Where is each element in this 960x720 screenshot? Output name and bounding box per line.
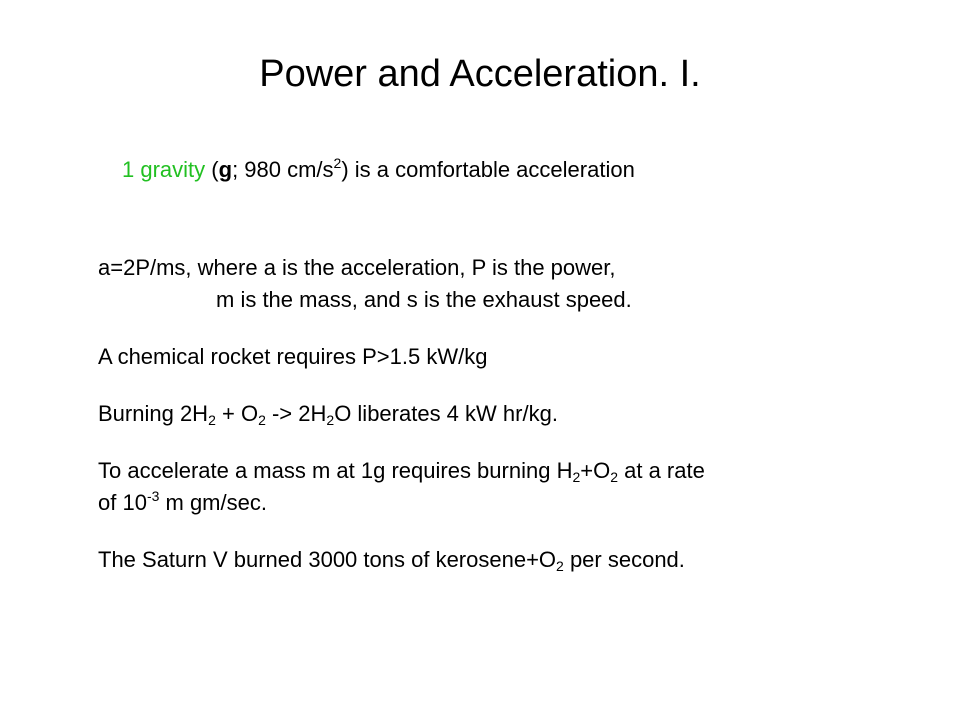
burning-text-b: + O <box>215 401 259 426</box>
burning-sub-2: 2 <box>258 412 266 428</box>
accelerate-sub-2: 2 <box>610 469 619 485</box>
burning-sub-1: 2 <box>208 412 216 428</box>
accelerate-line-1 <box>98 455 898 487</box>
saturn-line <box>98 544 898 576</box>
saturn-sub: 2 <box>556 558 564 574</box>
accelerate-text-a: To accelerate a mass m at 1g requires burning H <box>98 458 573 483</box>
slide-body <box>98 252 898 576</box>
subtitle-sup: 2 <box>333 155 342 171</box>
accelerate-text-c: at a rate <box>618 458 705 483</box>
accelerate-sup: -3 <box>146 488 160 504</box>
subtitle-g: g <box>218 157 233 182</box>
subtitle-rest: ) is a comfortable acceleration <box>341 157 635 182</box>
subtitle-paren: ( <box>205 157 219 182</box>
saturn-text-b: per second. <box>563 547 685 572</box>
subtitle-highlight: 1 gravity <box>122 157 206 182</box>
formula-line-2: m is the mass, and s is the exhaust speed. <box>216 287 632 312</box>
subtitle-mid: ; 980 cm/s <box>232 157 334 182</box>
saturn-text-a: The Saturn V burned 3000 tons of kerosene+O <box>98 547 557 572</box>
burning-text-c: -> 2H <box>265 401 327 426</box>
chemical-rocket-line: A chemical rocket requires P>1.5 kW/kg <box>98 344 488 369</box>
burning-text-a: Burning 2H <box>98 401 209 426</box>
burning-sub-3: 2 <box>326 412 335 428</box>
accelerate-sub-1: 2 <box>572 469 581 485</box>
accelerate-text-e: m gm/sec. <box>159 490 267 515</box>
accelerate-text-d: of 10 <box>98 490 147 515</box>
burning-text-d: O liberates 4 kW hr/kg. <box>334 401 558 426</box>
slide-title: Power and Acceleration. I. <box>259 53 701 95</box>
formula-line-1: a=2P/ms, where a is the acceleration, P is the power, <box>98 255 616 280</box>
subtitle <box>122 155 635 185</box>
accelerate-text-b: +O <box>580 458 611 483</box>
accelerate-line-2 <box>98 487 898 519</box>
burning-line <box>98 398 898 430</box>
